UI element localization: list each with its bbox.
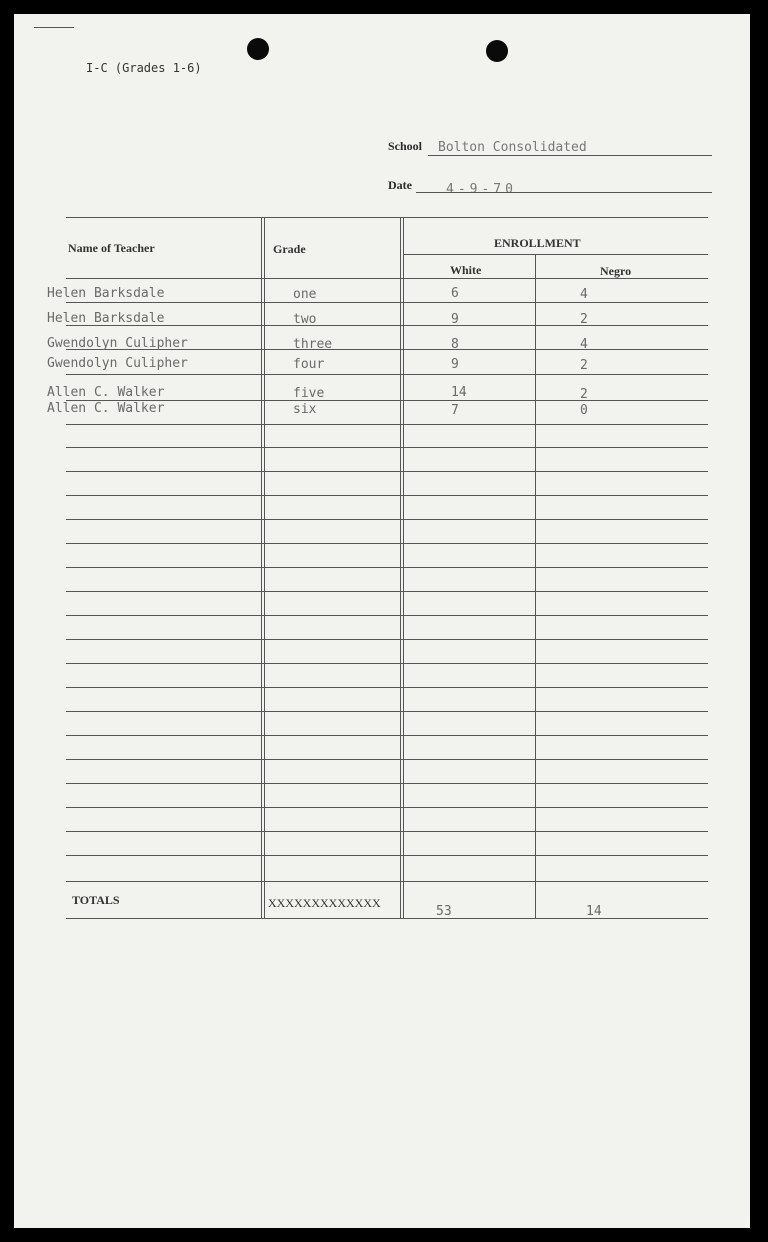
row-6-grade: six xyxy=(293,402,317,417)
row-2-teacher: Helen Barksdale xyxy=(47,311,165,326)
row-4-teacher: Gwendolyn Culipher xyxy=(47,356,188,371)
form-id: I-C (Grades 1-6) xyxy=(86,61,202,75)
row-3-teacher: Gwendolyn Culipher xyxy=(47,336,188,351)
row-6-negro: 0 xyxy=(580,403,588,418)
row-1-negro: 4 xyxy=(580,287,588,302)
date-label: Date xyxy=(388,178,412,192)
school-underline xyxy=(428,155,712,156)
totals-negro: 14 xyxy=(586,904,602,919)
header-teacher: Name of Teacher xyxy=(68,241,155,255)
row-5-negro: 2 xyxy=(580,387,588,402)
row-4-grade: four xyxy=(293,357,325,372)
row-4-negro: 2 xyxy=(580,358,588,373)
header-negro: Negro xyxy=(600,264,632,278)
row-3-grade: three xyxy=(293,337,333,352)
row-4-white: 9 xyxy=(451,357,459,372)
date-underline xyxy=(416,192,712,193)
school-label: School xyxy=(388,139,423,153)
row-2-white: 9 xyxy=(451,312,459,327)
row-5-teacher: Allen C. Walker xyxy=(47,385,165,400)
row-5-white: 14 xyxy=(451,385,467,400)
row-1-grade: one xyxy=(293,287,317,302)
totals-white: 53 xyxy=(436,904,452,919)
punch-hole-right xyxy=(486,40,508,62)
row-2-negro: 2 xyxy=(580,312,588,327)
totals-grade: XXXXXXXXXXXXX xyxy=(268,896,381,910)
totals-label: TOTALS xyxy=(72,893,120,907)
corner-mark xyxy=(34,27,74,28)
row-3-white: 8 xyxy=(451,337,459,352)
row-6-white: 7 xyxy=(451,403,459,418)
row-3-negro: 4 xyxy=(580,337,588,352)
header-white: White xyxy=(450,263,482,277)
row-5-grade: five xyxy=(293,386,325,401)
form-page xyxy=(14,14,750,1228)
row-1-white: 6 xyxy=(451,286,459,301)
school-value: Bolton Consolidated xyxy=(438,140,587,155)
row-6-teacher: Allen C. Walker xyxy=(47,401,165,416)
date-value: 4-9-70 xyxy=(446,182,517,197)
row-2-grade: two xyxy=(293,312,317,327)
row-1-teacher: Helen Barksdale xyxy=(47,286,165,301)
header-enrollment: ENROLLMENT xyxy=(494,236,581,250)
punch-hole-left xyxy=(247,38,269,60)
header-grade: Grade xyxy=(273,242,306,256)
